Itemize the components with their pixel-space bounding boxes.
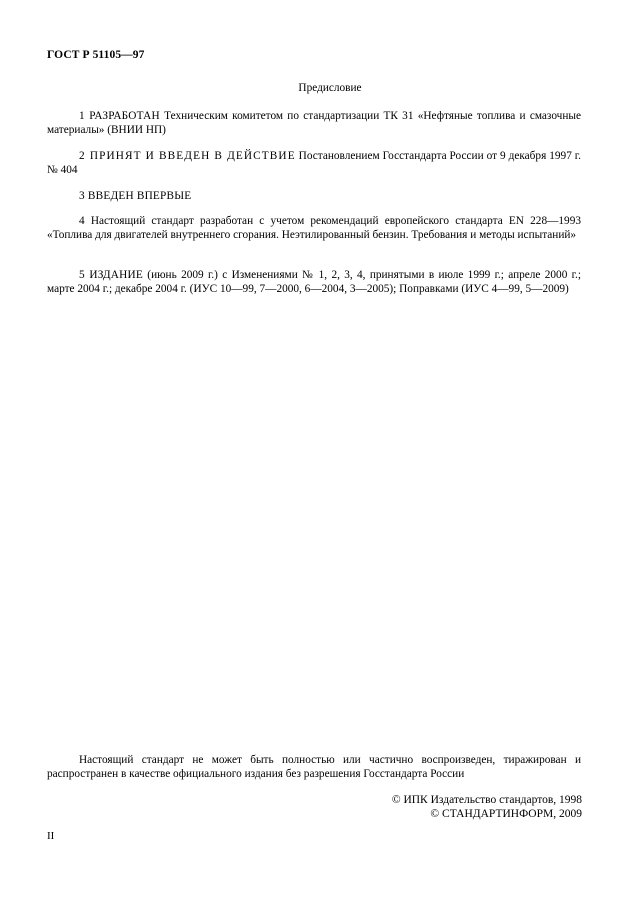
section-title-foreword: Предисловие: [298, 82, 362, 94]
reproduction-notice: Настоящий стандарт не может быть полностью или частично воспроизведен, тиражирован и распространен в качестве официального издания без разрешения Госстандарта России: [47, 754, 581, 780]
foreword-item-4-text: Настоящий стандарт разработан с учетом рекомендаций европейского стандарта EN 228—1993 «Топлива для двигателей внутреннего сгорания. Неэтилированный бензин. Требования и методы испытаний»: [47, 215, 581, 241]
foreword-item-2-text: Постановлением Госстандарта России от 9 декабря 1997 г. № 404: [47, 150, 581, 176]
foreword-item-1-text: Техническим комитетом по стандартизации ТК 31 «Нефтяные топлива и смазочные материалы» (ВНИИ НП): [47, 110, 582, 136]
foreword-item-3: [47, 189, 581, 203]
copyright-line-2: © СТАНДАРТИНФОРМ, 2009: [430, 808, 582, 820]
foreword-item-3-lead: 3 ВВЕДЕН ВПЕРВЫЕ: [79, 190, 192, 202]
page-number: II: [47, 830, 55, 842]
copyright-line-1: © ИПК Издательство стандартов, 1998: [391, 794, 582, 806]
foreword-item-2: [47, 149, 581, 177]
foreword-item-5-lead: 5 ИЗДАНИЕ: [79, 269, 143, 281]
foreword-item-2-lead: 2 ПРИНЯТ И ВВЕДЕН В ДЕЙСТВИЕ: [79, 150, 296, 162]
foreword-item-4: [47, 214, 581, 242]
foreword-item-5: [47, 268, 581, 296]
foreword-item-4-lead: 4: [79, 215, 85, 227]
foreword-item-1: [47, 109, 581, 137]
document-code-header: ГОСТ Р 51105—97: [47, 49, 145, 61]
foreword-item-1-lead: 1 РАЗРАБОТАН: [79, 110, 160, 122]
foreword-item-5-text: (июнь 2009 г.) с Изменениями № 1, 2, 3, 4, принятыми в июле 1999 г.; апреле 2000 г.; марте 2004 г.; декабре 2004 г. (ИУС 10—99, 7—2000, 6—2004, 3—2005); Поправками (ИУС 4—99, 5—2009): [47, 269, 581, 295]
